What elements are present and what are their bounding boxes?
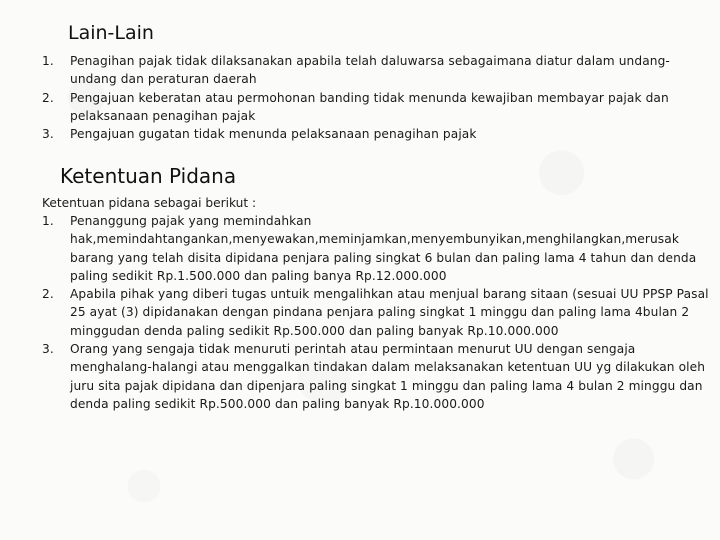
lain-lain-heading: Lain-Lain (68, 22, 154, 44)
list-item (42, 52, 712, 89)
list-item (42, 340, 712, 413)
ketentuan-pidana-intro: Ketentuan pidana sebagai berikut : (42, 196, 257, 210)
list-item (42, 89, 712, 126)
item-text: Pengajuan gugatan tidak menunda pelaksanaan penagihan pajak (70, 127, 477, 142)
item-number: 2. (42, 287, 54, 302)
item-number: 1. (42, 214, 54, 228)
item-text: Orang yang sengaja tidak menuruti perintah atau permintaan menurut UU dengan sengaja menghalang-halangi atau menggalkan tindakan dalam melaksanakan ketentuan UU yg dilakukan oleh juru sita pajak dipidana dan dipenjara paling singkat 1 minggu dan paling lama 4 bulan 2 minggu dan denda paling sedikit Rp.500.000 dan paling banyak Rp.10.000.000 (70, 342, 706, 411)
item-text: Penanggung pajak yang memindahkan hak,memindahtangankan,menyewakan,meminjamkan,menyembunyikan,menghilangkan,merusak barang yang telah disita dipidana penjara paling singkat 6 bulan dan paling lama 4 tahun dan denda paling sedikit Rp.1.500.000 dan paling banya Rp.12.000.000 (70, 214, 697, 283)
ketentuan-pidana-heading: Ketentuan Pidana (60, 164, 237, 188)
item-text: Apabila pihak yang diberi tugas untuik mengalihkan atau menjual barang sitaan (sesuai UU PPSP Pasal 25 ayat (3) dipidanakan dengan pindana penjara paling singkat 1 minggu dan paling lama 4bulan 2 minggudan denda paling sedikit Rp.500.000 dan paling banyak Rp.10.000.000 (70, 287, 709, 338)
item-text: Pengajuan keberatan atau permohonan banding tidak menunda kewajiban membayar pajak dan pelaksanaan penagihan pajak (70, 90, 669, 123)
list-item (42, 212, 712, 285)
item-text: Penagihan pajak tidak dilaksanakan apabila telah daluwarsa sebagaimana diatur dalam undang-undang dan peraturan daerah (70, 54, 670, 87)
list-item (42, 285, 712, 340)
item-number: 3. (42, 127, 54, 142)
item-number: 3. (42, 342, 54, 357)
item-number: 2. (42, 90, 54, 105)
item-number: 1. (42, 54, 54, 68)
lain-lain-list (42, 52, 712, 143)
list-item (42, 125, 712, 143)
ketentuan-pidana-list (42, 212, 712, 413)
